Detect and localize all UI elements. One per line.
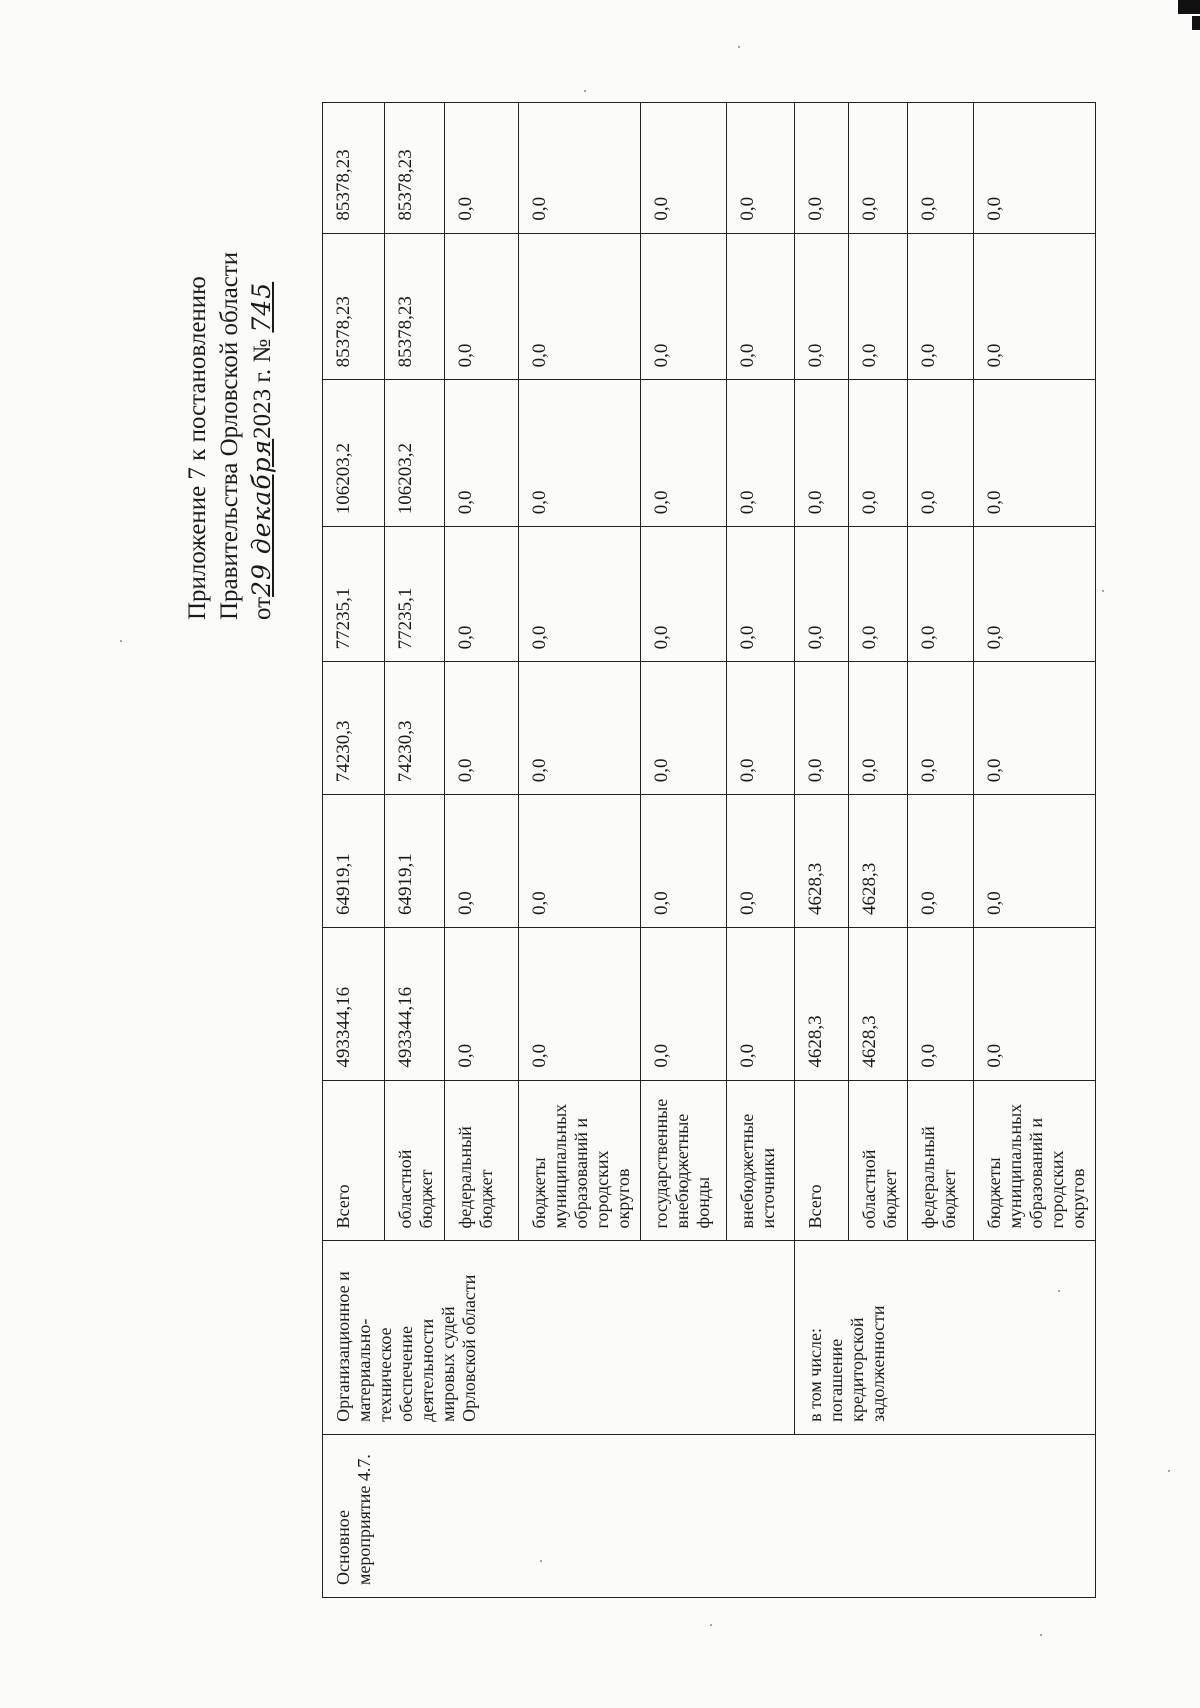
amount-cell: 0,0 <box>727 233 795 380</box>
rotated-page-content <box>182 102 1088 1598</box>
amount-cell: 0,0 <box>641 795 727 928</box>
amount-cell: 0,0 <box>641 103 727 234</box>
funding-table <box>322 102 1096 1598</box>
handwritten-number: 745 <box>247 281 276 333</box>
amount-cell: 0,0 <box>519 103 641 234</box>
amount-cell: 4628,3 <box>849 928 908 1081</box>
amount-cell: 85378,23 <box>385 103 445 234</box>
amount-cell: 0,0 <box>519 928 641 1081</box>
amount-cell: 0,0 <box>795 380 849 527</box>
amount-cell: 74230,3 <box>323 662 385 795</box>
header-from: от <box>249 596 276 620</box>
amount-cell: 0,0 <box>445 795 519 928</box>
amount-cell: 0,0 <box>849 103 908 234</box>
group-name-cell: в том числе: погашение кредиторской задолженности <box>795 1241 1096 1434</box>
scan-speck <box>1058 1290 1060 1292</box>
amount-cell: 0,0 <box>908 795 974 928</box>
amount-cell: 0,0 <box>908 928 974 1081</box>
amount-cell: 0,0 <box>727 380 795 527</box>
amount-cell: 0,0 <box>849 380 908 527</box>
amount-cell: 0,0 <box>974 527 1096 662</box>
funding-source-cell: федеральный бюджет <box>445 1080 519 1241</box>
amount-cell: 493344,16 <box>385 928 445 1081</box>
scan-speck <box>1168 1470 1170 1472</box>
amount-cell: 0,0 <box>974 103 1096 234</box>
amount-cell: 85378,23 <box>323 103 385 234</box>
scan-speck <box>584 90 586 92</box>
amount-cell: 0,0 <box>445 380 519 527</box>
table-row <box>795 103 849 1598</box>
amount-cell: 0,0 <box>641 662 727 795</box>
amount-cell: 0,0 <box>445 527 519 662</box>
amount-cell: 106203,2 <box>385 380 445 527</box>
scan-speck <box>1040 1634 1042 1636</box>
amount-cell: 77235,1 <box>323 527 385 662</box>
amount-cell: 0,0 <box>908 380 974 527</box>
table-row <box>323 103 385 1598</box>
amount-cell: 106203,2 <box>323 380 385 527</box>
amount-cell: 0,0 <box>849 662 908 795</box>
amount-cell: 0,0 <box>445 103 519 234</box>
amount-cell: 0,0 <box>727 928 795 1081</box>
header-year-number: 2023 г. № <box>249 338 276 439</box>
amount-cell: 64919,1 <box>385 795 445 928</box>
funding-source-cell: федеральный бюджет <box>908 1080 974 1241</box>
amount-cell: 85378,23 <box>385 233 445 380</box>
amount-cell: 0,0 <box>727 527 795 662</box>
funding-source-cell: государственные внебюджетные фонды <box>641 1080 727 1241</box>
amount-cell: 0,0 <box>727 103 795 234</box>
amount-cell: 0,0 <box>641 233 727 380</box>
scan-speck <box>738 46 740 48</box>
amount-cell: 0,0 <box>908 103 974 234</box>
funding-source-cell: областной бюджет <box>849 1080 908 1241</box>
amount-cell: 0,0 <box>974 662 1096 795</box>
funding-source-cell: бюджеты муниципальных образований и городских округов <box>974 1080 1096 1241</box>
amount-cell: 0,0 <box>974 233 1096 380</box>
amount-cell: 0,0 <box>849 527 908 662</box>
amount-cell: 0,0 <box>795 103 849 234</box>
header-line-1: Приложение 7 к постановлению <box>184 276 211 620</box>
funding-source-cell: бюджеты муниципальных образований и городских округов <box>519 1080 641 1241</box>
funding-source-cell: областной бюджет <box>385 1080 445 1241</box>
amount-cell: 0,0 <box>519 795 641 928</box>
amount-cell: 74230,3 <box>385 662 445 795</box>
amount-cell: 0,0 <box>849 233 908 380</box>
header-line-3 <box>246 150 279 620</box>
scan-speck <box>1102 590 1104 592</box>
funding-source-cell: Всего <box>795 1080 849 1241</box>
amount-cell: 493344,16 <box>323 928 385 1081</box>
amount-cell: 0,0 <box>445 928 519 1081</box>
amount-cell: 85378,23 <box>323 233 385 380</box>
amount-cell: 0,0 <box>641 928 727 1081</box>
amount-cell: 4628,3 <box>795 928 849 1081</box>
amount-cell: 0,0 <box>795 527 849 662</box>
amount-cell: 0,0 <box>974 380 1096 527</box>
amount-cell: 0,0 <box>727 795 795 928</box>
amount-cell: 0,0 <box>795 662 849 795</box>
amount-cell: 0,0 <box>908 527 974 662</box>
amount-cell: 0,0 <box>727 662 795 795</box>
amount-cell: 0,0 <box>519 380 641 527</box>
funding-source-cell: Всего <box>323 1080 385 1241</box>
scan-edge-mark <box>1178 0 1200 14</box>
amount-cell: 0,0 <box>908 662 974 795</box>
amount-cell: 77235,1 <box>385 527 445 662</box>
amount-cell: 0,0 <box>795 233 849 380</box>
amount-cell: 0,0 <box>641 527 727 662</box>
amount-cell: 4628,3 <box>849 795 908 928</box>
amount-cell: 0,0 <box>445 662 519 795</box>
amount-cell: 0,0 <box>519 233 641 380</box>
handwritten-date: 29 декабря <box>247 438 276 597</box>
funding-source-cell: внебюджетные источники <box>727 1080 795 1241</box>
amount-cell: 0,0 <box>445 233 519 380</box>
amount-cell: 4628,3 <box>795 795 849 928</box>
document-header <box>182 150 279 620</box>
amount-cell: 0,0 <box>908 233 974 380</box>
event-label-cell: Основное мероприятие 4.7. <box>323 1434 1096 1597</box>
scan-speck <box>710 1624 712 1626</box>
scan-edge-mark <box>1192 16 1200 30</box>
amount-cell: 0,0 <box>519 662 641 795</box>
amount-cell: 64919,1 <box>323 795 385 928</box>
amount-cell: 0,0 <box>641 380 727 527</box>
amount-cell: 0,0 <box>974 928 1096 1081</box>
header-line-2: Правительства Орловской области <box>216 251 243 620</box>
amount-cell: 0,0 <box>519 527 641 662</box>
scan-speck <box>540 1560 542 1562</box>
group-name-cell: Организационное и материально-техническое обеспечение деятельности мировых судей Орловской области <box>323 1241 795 1434</box>
amount-cell: 0,0 <box>974 795 1096 928</box>
scan-speck <box>120 640 122 642</box>
